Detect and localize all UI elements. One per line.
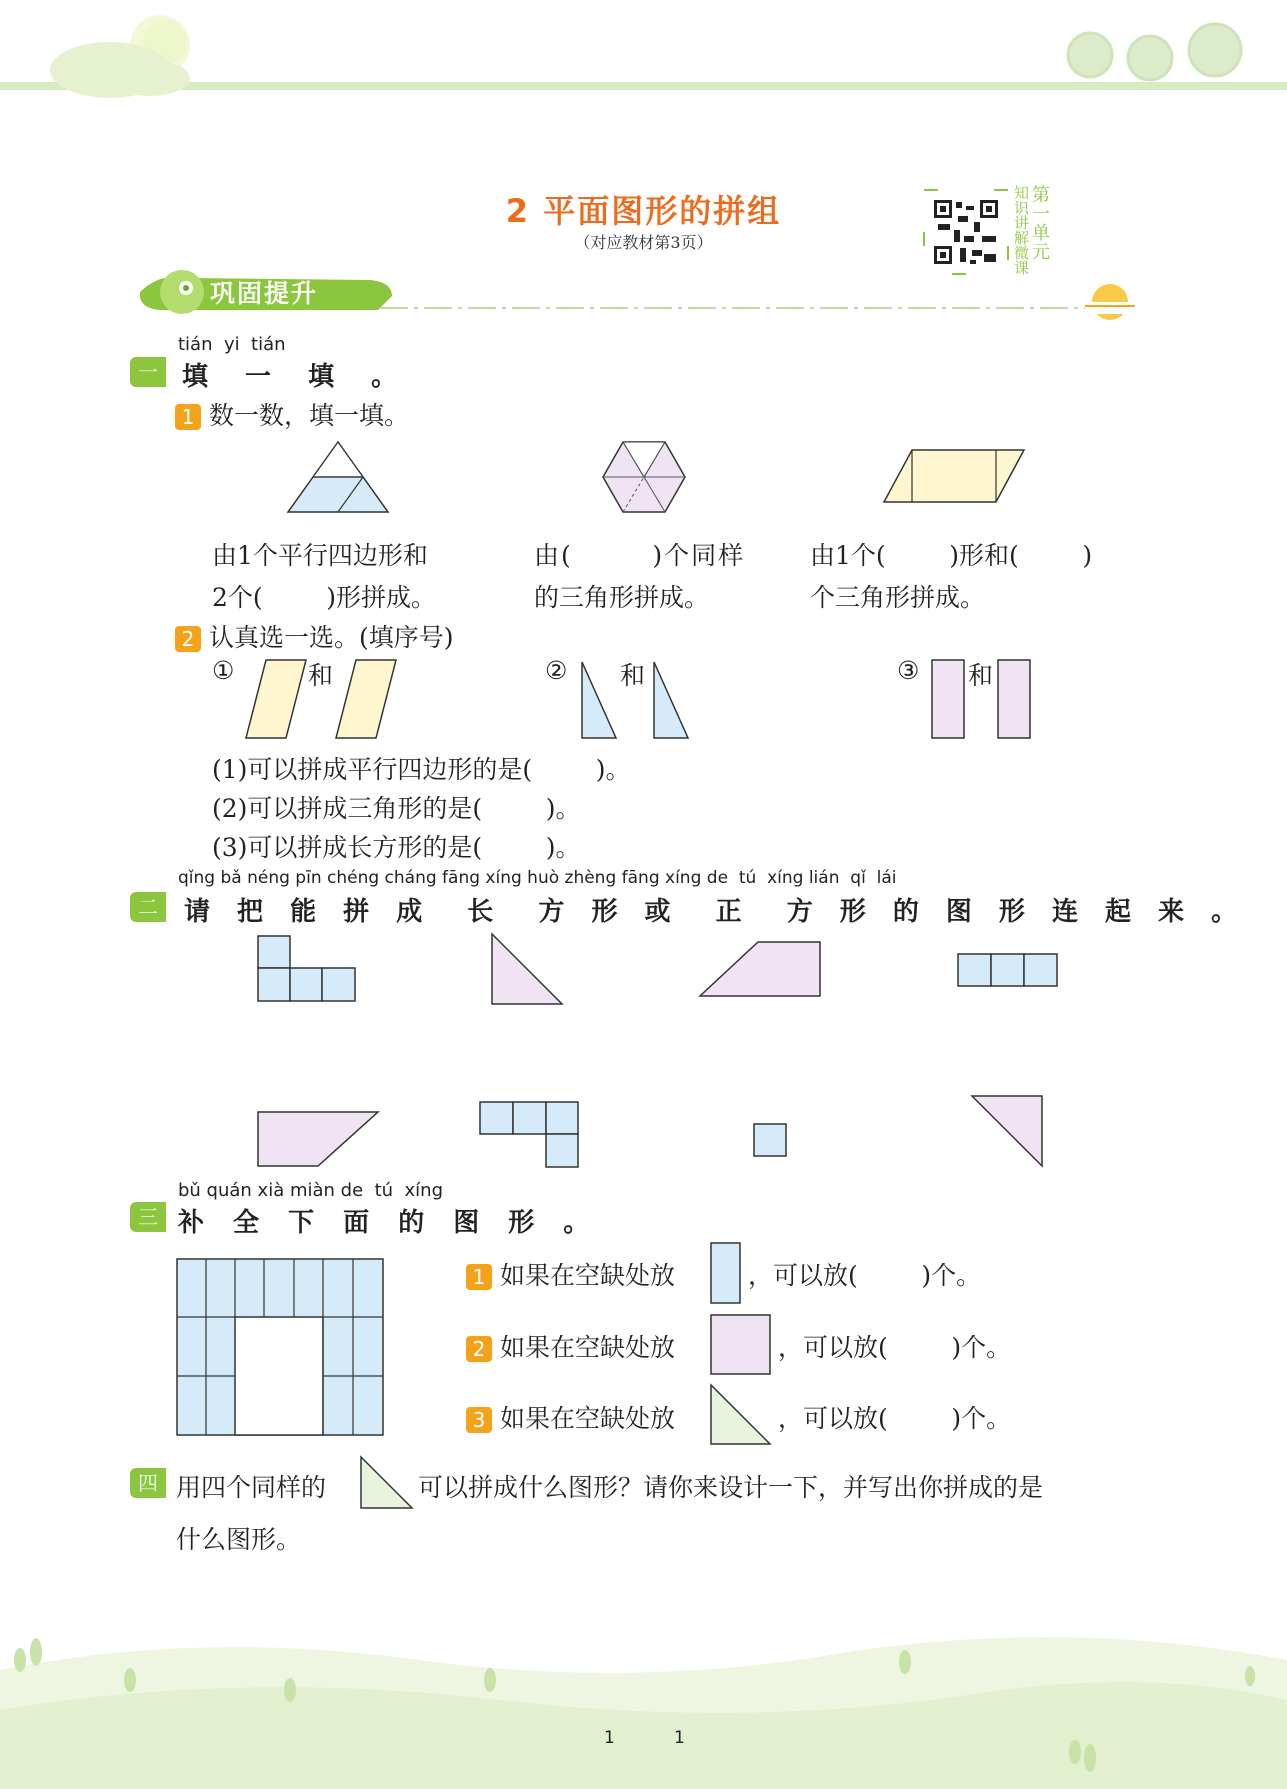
q1-prompt-row [175,396,409,432]
q2-statement-2: (2)可以拼成三角形的是( )。 [212,794,581,823]
q2-option3-label: ③ [897,656,920,685]
page-title: 2 平面图形的拼组 [505,192,782,230]
p3-question-2 [466,1328,675,1364]
q2-prompt: 认真选一选。(填序号) [208,623,454,652]
q2-option1-and: 和 [308,661,334,690]
part3-heading: 补 全 下 面 的 图 形 。 [178,1208,600,1238]
p3-q3-prefix: 如果在空缺处放 [499,1404,675,1433]
part3-badge [130,1202,166,1232]
q2-option1-label: ① [212,656,235,685]
qr-label-lesson: 知识讲解微课 [1014,184,1030,277]
q2-prompt-row [175,618,453,654]
part2-heading: 请 把 能 拼 成 长 方 形 或 正 方 形 的 图 形 连 起 来 。 [184,897,1247,927]
p2-shape-trapezoid-2 [256,1110,382,1168]
p3-q1-shape [710,1242,742,1306]
p2-shape-l-tromino [256,934,358,1004]
part4-line1-a: 用四个同样的 [176,1473,327,1502]
part1-heading: 填 一 填 。 [182,362,412,392]
part4-badge-label: 四 [130,1468,166,1498]
part4-triangle-shape [360,1456,414,1510]
part1-badge [130,357,166,387]
p2-shape-right-triangle-2 [970,1094,1044,1168]
part4-line1-b: 可以拼成什么图形？请你来设计一下，并写出你拼成的是 [418,1473,1044,1502]
p3-q1-suffix: ，可以放( )个。 [748,1261,982,1290]
q1-number: 1 [175,404,201,430]
part4-badge [130,1468,166,1498]
q2-statement-3: (3)可以拼成长方形的是( )。 [212,833,581,862]
part2-pinyin: qǐng bǎ néng pīn chéng cháng fāng xíng huò zhèng fāng xíng de tú xíng lián qǐ lái [178,868,897,888]
p2-shape-l-tromino-2 [478,1100,582,1170]
page-number-left: 1 [604,1728,615,1748]
p3-question-3 [466,1399,675,1435]
part2-badge [130,892,166,922]
p3-q2-shape [710,1314,772,1376]
part3-pinyin: bǔ quán xià miàn de tú xíng [178,1180,443,1201]
p2-shape-right-triangle [490,932,566,1006]
part1-pinyin: tián yi tián [178,334,286,355]
footer-hills [0,1630,1287,1789]
q2-option2-and: 和 [620,661,646,690]
q2-number: 2 [175,626,201,652]
header-illustration [0,0,1287,110]
footer-decoration [0,1630,1287,1789]
p3-q1-prefix: 如果在空缺处放 [499,1261,675,1290]
part1-badge-label: 一 [130,357,166,387]
p3-q3-shape [710,1384,772,1446]
q2-option3-and: 和 [968,661,994,690]
p3-q2-prefix: 如果在空缺处放 [499,1333,675,1362]
page-number-right: 1 [674,1728,685,1748]
q2-statement-1: (1)可以拼成平行四边形的是( )。 [212,755,631,784]
section-banner-label: 巩固提升 [210,279,319,308]
p3-q2-number: 2 [466,1336,492,1362]
p3-question-1 [466,1256,675,1292]
q2-option2-label: ② [545,656,568,685]
part4-line2: 什么图形。 [176,1525,302,1554]
top-decoration [0,0,1287,110]
page-subtitle: （对应教材第3页） [574,233,713,252]
part2-badge-label: 二 [130,892,166,922]
p2-shape-trapezoid [698,940,824,998]
p2-shape-three-squares [956,952,1060,988]
p3-q2-suffix: ，可以放( )个。 [778,1333,1012,1362]
q1-c-line2: 个三角形拼成。 [810,583,986,612]
p2-shape-small-square [752,1122,788,1158]
fig-parallelogram-composite [882,448,1026,504]
q1-prompt: 数一数，填一填。 [208,401,409,430]
q1-b-line1: 由( )个同样 [534,541,746,570]
qr-label-unit: 第一单元 [1032,185,1050,263]
q1-a-line2: 2个( )形拼成。 [212,583,436,612]
fig-triangle-composite [286,440,390,514]
q1-b-line2: 的三角形拼成。 [534,583,710,612]
part3-badge-label: 三 [130,1202,166,1232]
q1-c-line1: 由1个( )形和( ) [810,541,1093,570]
p3-grid-figure [176,1258,384,1436]
p3-q1-number: 1 [466,1264,492,1290]
p3-q3-number: 3 [466,1407,492,1433]
fig-hexagon-composite [602,440,686,514]
q1-a-line1: 由1个平行四边形和 [212,541,428,570]
p3-q3-suffix: ，可以放( )个。 [778,1404,1012,1433]
